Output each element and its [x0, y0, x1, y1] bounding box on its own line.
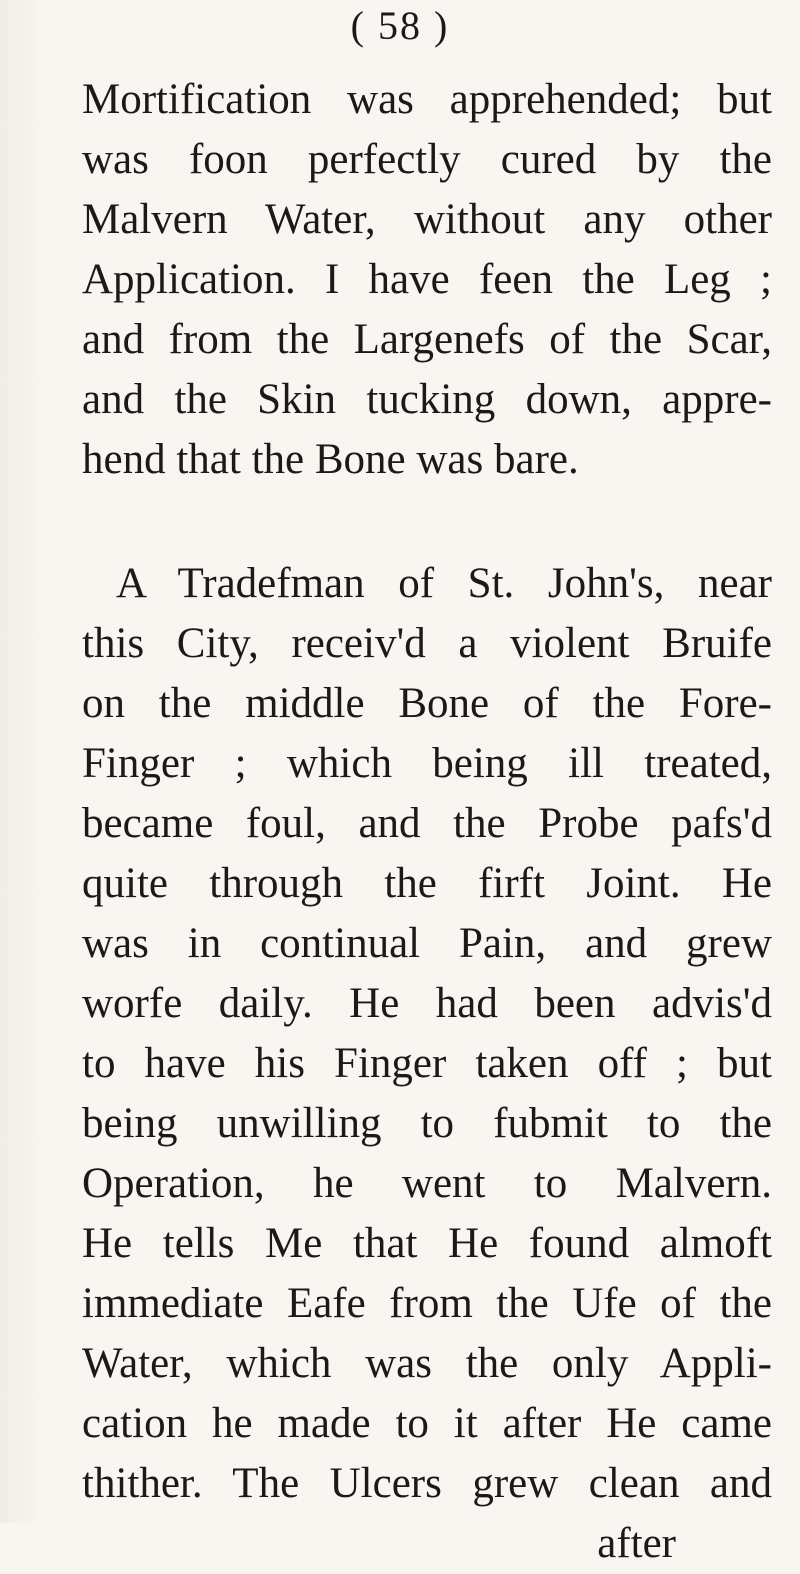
text-line: being unwilling to fubmit to the: [82, 1100, 772, 1147]
text-line: immediate Eafe from the Ufe of the: [82, 1280, 772, 1327]
text-line: A Tradefman of St. John's, near: [116, 560, 772, 607]
text-line: cation he made to it after He came: [82, 1400, 772, 1447]
text-line: and the Skin tucking down, appre-: [82, 376, 772, 423]
text-line: was in continual Pain, and grew: [82, 920, 772, 967]
text-line: Mortification was apprehended; but: [82, 76, 772, 123]
catchword: after: [597, 1520, 676, 1567]
text-line: Application. I have feen the Leg ;: [82, 256, 772, 303]
text-line: on the middle Bone of the Fore-: [82, 680, 772, 727]
page-text: [82, 70, 772, 1574]
text-line: worfe daily. He had been advis'd: [82, 980, 772, 1027]
text-line: Finger ; which being ill treated,: [82, 740, 772, 787]
text-line: Water, which was the only Appli-: [82, 1340, 772, 1387]
text-line: Operation, he went to Malvern.: [82, 1160, 772, 1207]
text-line: thither. The Ulcers grew clean and: [82, 1460, 772, 1507]
text-line: to have his Finger taken off ; but: [82, 1040, 772, 1087]
text-line: Malvern Water, without any other: [82, 196, 772, 243]
text-line: became foul, and the Probe pafs'd: [82, 800, 772, 847]
text-line: was foon perfectly cured by the: [82, 136, 772, 183]
text-line: He tells Me that He found almoft: [82, 1220, 772, 1267]
text-line: and from the Largenefs of the Scar,: [82, 316, 772, 363]
text-line: this City, receiv'd a violent Bruife: [82, 620, 772, 667]
page-number: ( 58 ): [350, 3, 450, 48]
text-line: quite through the firft Joint. He: [82, 860, 772, 907]
paragraph-gap: [82, 490, 772, 554]
text-line: hend that the Bone was bare.: [82, 436, 579, 483]
